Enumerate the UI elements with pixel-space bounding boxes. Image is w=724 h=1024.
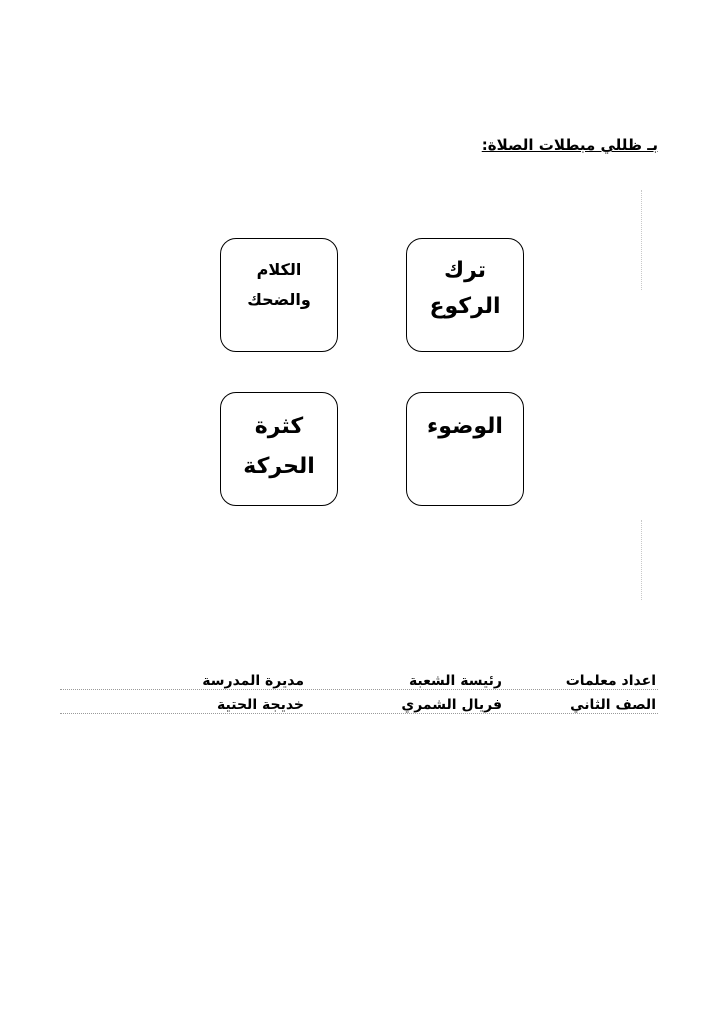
answer-box-leaving-ruku[interactable] [406,238,524,352]
box-line: كثرة [254,414,304,439]
footer-principal-name: خديجة الحتية [217,697,304,713]
box-line: الوضوء [427,414,503,439]
box-line: الكلام [256,260,302,279]
answer-box-talking-laughing[interactable] [220,238,338,352]
box-line: والضحك [247,290,311,309]
footer-prepared-by: اعداد معلمات [565,673,656,689]
footer-grade: الصف الثاني [570,697,656,713]
answer-box-excessive-movement[interactable] [220,392,338,506]
footer-principal-title: مديرة المدرسة [202,673,304,689]
footer-dotted-line [60,689,658,690]
answer-box-wudu[interactable] [406,392,524,506]
margin-dotted-line [639,520,642,600]
footer-department-head-title: رئيسة الشعبة [408,673,502,689]
worksheet-heading: بـ ظللي مبطلات الصلاة: [481,136,658,154]
margin-dotted-line [639,190,642,290]
box-line: ترك [443,258,487,283]
box-line: الركوع [429,294,501,319]
footer-department-head-name: فريال الشمري [401,697,502,713]
box-line: الحركة [243,454,315,479]
footer-dotted-line [60,713,658,714]
